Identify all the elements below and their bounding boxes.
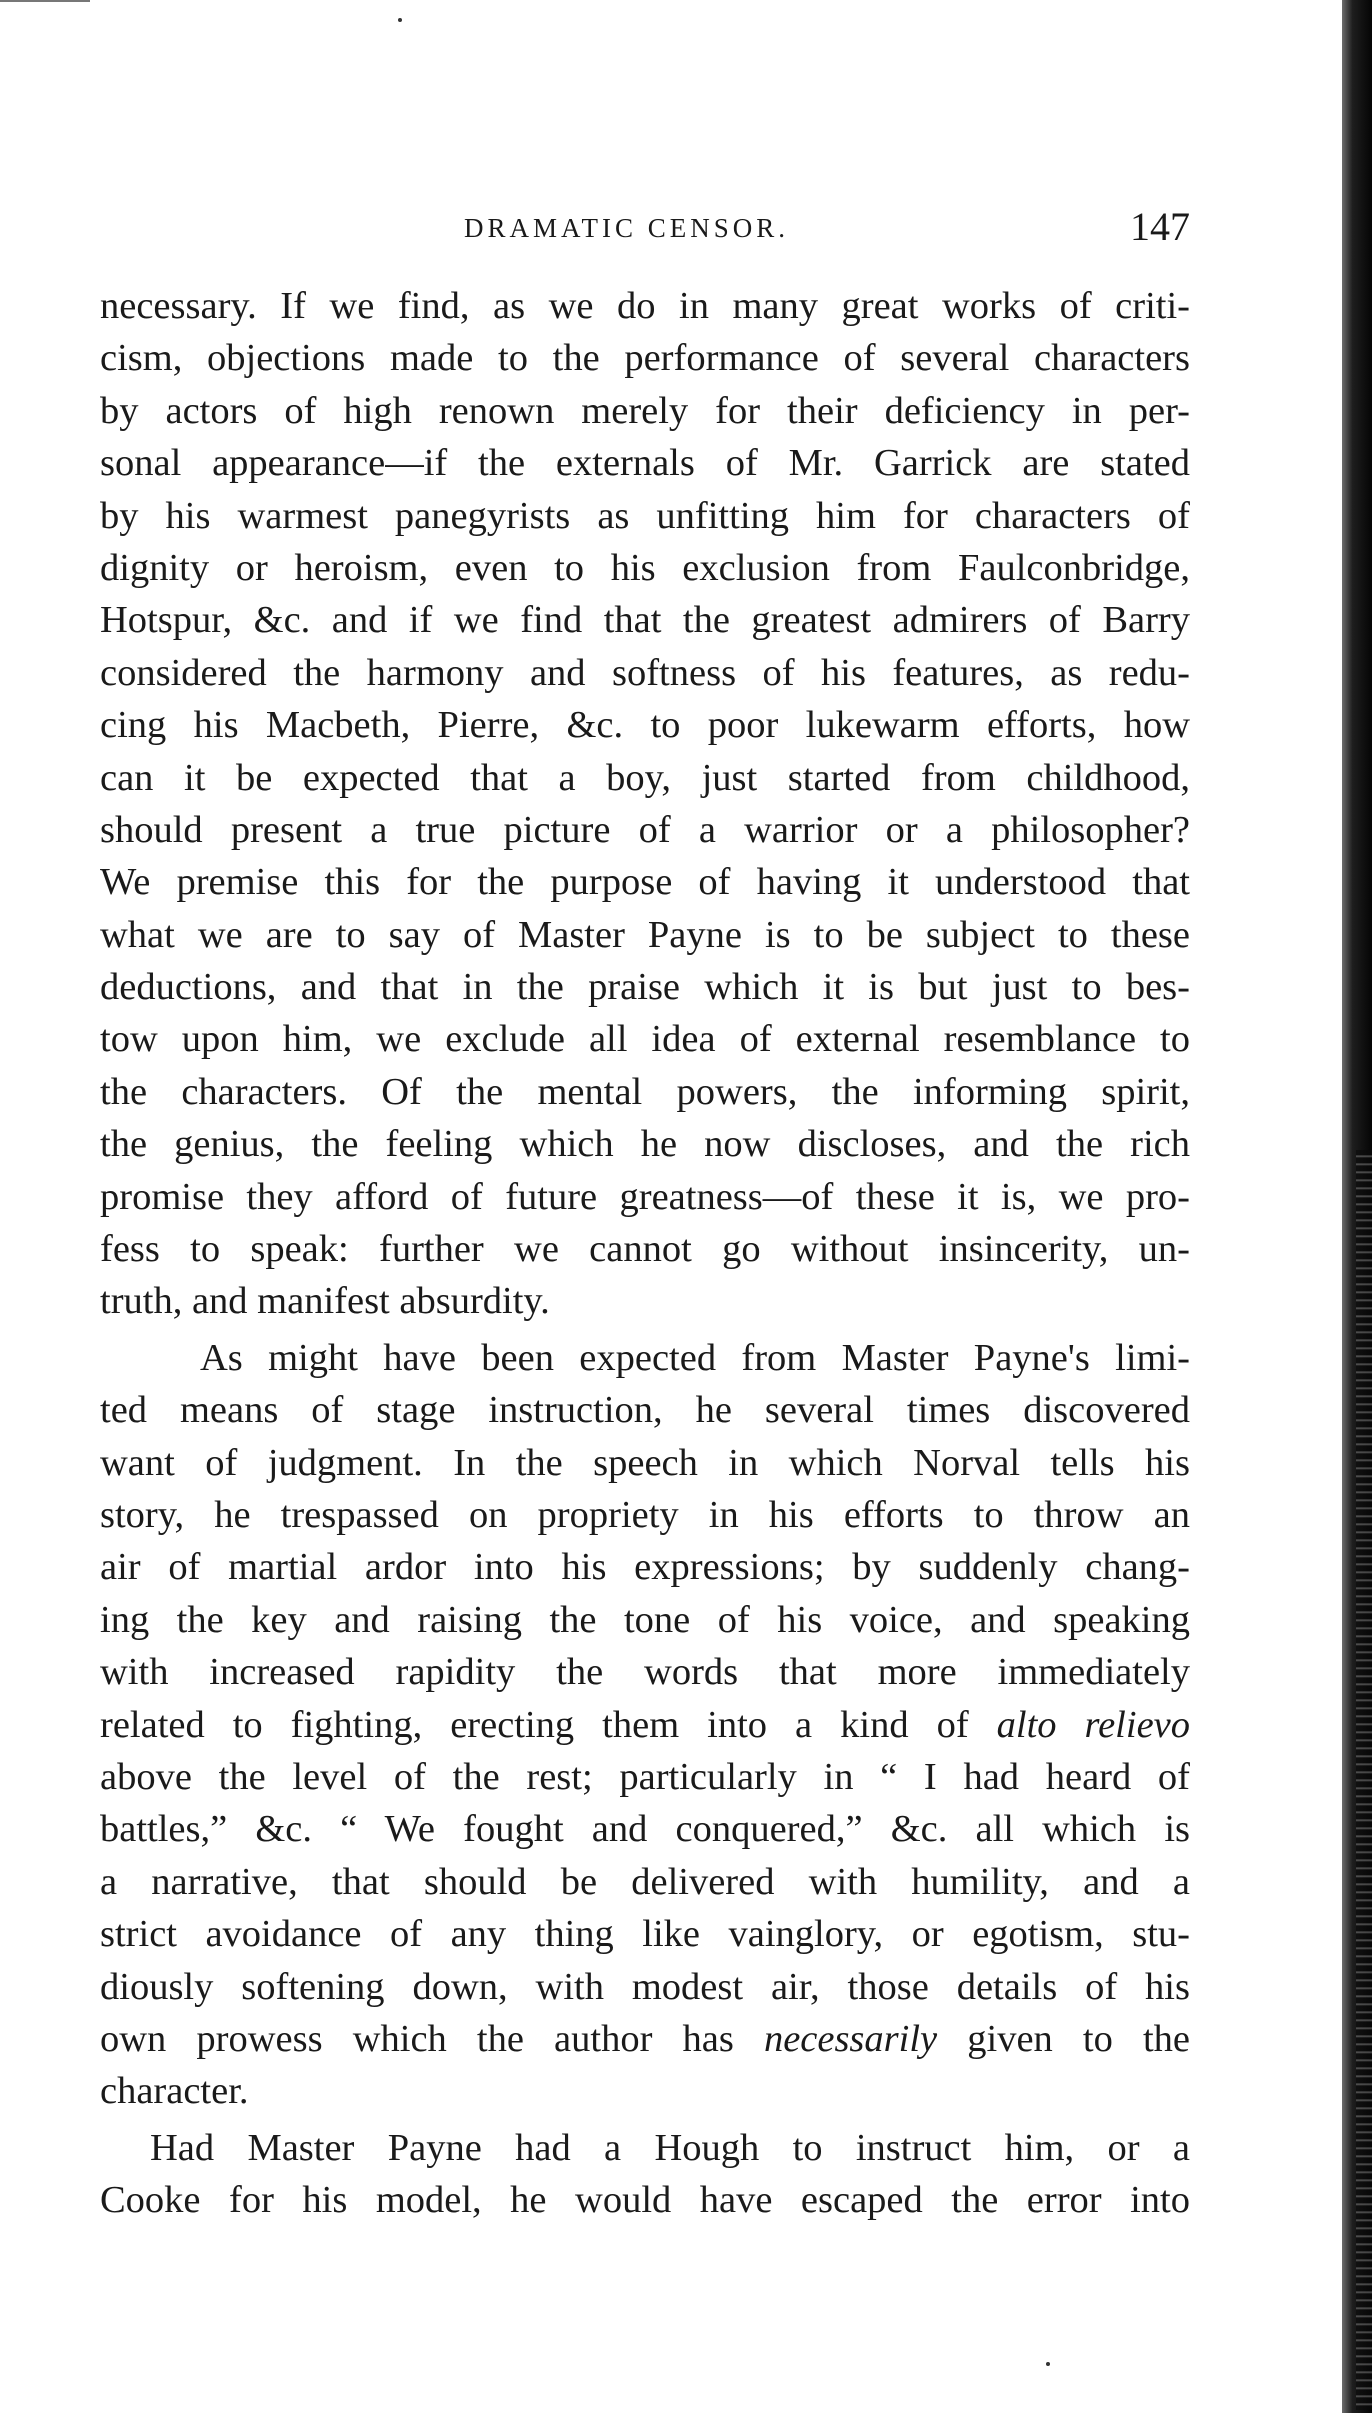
text-line: want of judgment. In the speech in which Norval tells his [100, 1441, 1190, 1484]
text-segment: related to fighting, erecting them into a kind of [100, 1703, 997, 1746]
scan-speck [398, 18, 402, 22]
running-head: DRAMATIC CENSOR. [464, 213, 790, 243]
scan-corner-mark [0, 0, 90, 2]
text-line: strict avoidance of any thing like vainglory, or egotism, stu- [100, 1913, 1190, 1956]
text-line-with-italic [100, 1699, 1190, 1751]
italic-term: alto relievo [996, 1703, 1190, 1746]
text-line: should present a true picture of a warrior or a philosopher? [100, 808, 1190, 851]
text-line: sonal appearance—if the externals of Mr. Garrick are stated [100, 442, 1190, 485]
text-line: Hotspur, &c. and if we find that the greatest admirers of Barry [100, 599, 1190, 642]
text-line: battles,” &c. “ We fought and conquered,” &c. all which is [100, 1808, 1190, 1851]
text-line: can it be expected that a boy, just started from childhood, [100, 756, 1190, 799]
text-line: diously softening down, with modest air, those details of his [100, 1965, 1190, 2008]
italic-term: necessarily [763, 2017, 938, 2060]
text-line: character. [100, 2070, 249, 2113]
text-line: dignity or heroism, even to his exclusion from Faulconbridge, [100, 546, 1190, 589]
paragraph-3 [100, 2122, 1190, 2227]
text-line: cism, objections made to the performance of several characters [100, 337, 1190, 380]
text-line: ted means of stage instruction, he several times discovered [100, 1389, 1190, 1432]
text-line: We premise this for the purpose of having it understood that [100, 861, 1190, 904]
text-line: the genius, the feeling which he now discloses, and the rich [100, 1123, 1190, 1166]
text-line: deductions, and that in the praise which it is but just to bes- [100, 966, 1190, 1009]
text-line: story, he trespassed on propriety in his efforts to throw an [100, 1493, 1190, 1536]
text-line: promise they afford of future greatness—of these it is, we pro- [100, 1175, 1190, 1218]
text-line: fess to speak: further we cannot go without insincerity, un- [100, 1228, 1190, 1271]
text-line: by his warmest panegyrists as unfitting him for characters of [100, 494, 1190, 537]
text-line-with-italic [100, 2013, 1190, 2065]
text-line: Had Master Payne had a Hough to instruct him, or a [150, 2126, 1190, 2169]
text-segment: given to the [937, 2017, 1190, 2060]
page-number: 147 [1130, 204, 1190, 249]
text-line: Cooke for his model, he would have escaped the error into [100, 2179, 1190, 2222]
text-line: by actors of high renown merely for their deficiency in per- [100, 389, 1190, 432]
text-line: As might have been expected from Master Payne's limi- [200, 1336, 1190, 1379]
text-line: the characters. Of the mental powers, the informing spirit, [100, 1070, 1190, 1113]
text-line: truth, and manifest absurdity. [100, 1280, 550, 1323]
text-line: necessary. If we find, as we do in many great works of criti- [100, 285, 1190, 327]
binding-edge-texture [1356, 1150, 1372, 2410]
text-line: considered the harmony and softness of his features, as redu- [100, 651, 1190, 694]
text-line: ing the key and raising the tone of his voice, and speaking [100, 1598, 1190, 1641]
text-line: with increased rapidity the words that more immediately [100, 1651, 1190, 1694]
text-line: cing his Macbeth, Pierre, &c. to poor lukewarm efforts, how [100, 704, 1190, 747]
scan-speck [1046, 2362, 1050, 2366]
text-line: a narrative, that should be delivered with humility, and a [100, 1860, 1190, 1903]
text-line: what we are to say of Master Payne is to be subject to these [100, 913, 1190, 956]
body-text [100, 280, 1190, 2226]
page-header [100, 203, 1190, 263]
text-segment: own prowess which the author has [100, 2017, 764, 2060]
paragraph-1 [100, 280, 1190, 1328]
text-line: above the level of the rest; particularly in “ I had heard of [100, 1755, 1190, 1798]
paragraph-2 [100, 1332, 1190, 2118]
text-line: tow upon him, we exclude all idea of external resemblance to [100, 1018, 1190, 1061]
text-line: air of martial ardor into his expressions; by suddenly chang- [100, 1546, 1190, 1589]
